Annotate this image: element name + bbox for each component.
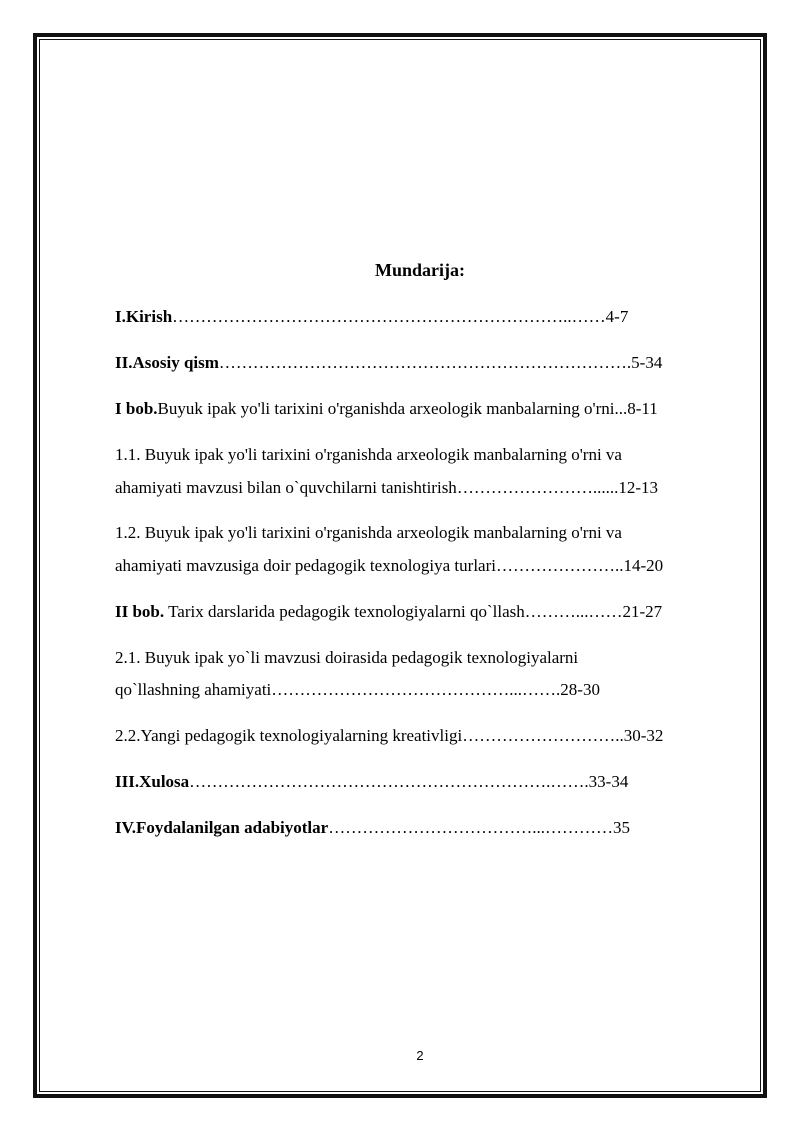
toc-pages: 4-7 [605,307,629,326]
toc-leader: ……………………………………...……. [271,680,561,699]
toc-pages: 21-27 [622,602,663,621]
toc-entry-2-1-line1[interactable]: 2.1. Buyuk ipak yo`li mavzusi doirasida pedagogik texnologiyalarni [115,648,579,667]
toc-leader: ... [614,399,628,418]
toc-pages: 12-13 [618,478,658,497]
toc-entry-text: qo`llashning ahamiyati [115,680,272,699]
toc-pages: 35 [612,818,630,837]
toc-entry-1-1[interactable] [115,478,658,498]
toc-entry-bold: III.Xulosa [115,772,190,791]
toc-title: Mundarija: [375,260,465,280]
toc-entry-1-2[interactable] [115,556,663,576]
toc-entry-text: Tarix darslarida pedagogik texnologiyalarni qo`llash [164,602,525,621]
toc-leader: ……………………………………………………….……. [189,772,589,791]
toc-pages: 33-34 [588,772,629,791]
toc-entry-1-2-line1[interactable]: 1.2. Buyuk ipak yo'li tarixini o'rganishda arxeologik manbalarning o'rni va [115,523,622,542]
toc-entry-foydalanilgan-adabiyotlar[interactable] [115,818,630,838]
toc-entry-bold: IV.Foydalanilgan adabiyotlar [115,818,329,837]
toc-leader: ………………………………...………… [328,818,613,837]
toc-entry-bold: I bob. [115,399,158,418]
toc-entry-bold: I.Kirish [115,307,173,326]
toc-pages: 14-20 [623,556,664,575]
toc-entry-2-1[interactable] [115,680,600,700]
page-number: 2 [416,1048,424,1063]
toc-entry-text: 2.2.Yangi pedagogik texnologiyalarning kreativligi [115,726,463,745]
toc-leader: ………………….. [495,556,624,575]
toc-entry-i-bob[interactable] [115,399,658,419]
toc-entry-xulosa[interactable] [115,772,628,792]
toc-entry-text: ahamiyati mavzusiga doir pedagogik texnologiya turlari [115,556,496,575]
toc-pages: 30-32 [623,726,664,745]
toc-pages: 28-30 [560,680,600,699]
toc-entry-kirish[interactable] [115,307,628,327]
toc-leader: ……………………...... [456,478,619,497]
toc-leader: ………………………………………………………………. [218,353,632,372]
toc-entry-1-1-line1[interactable]: 1.1. Buyuk ipak yo'li tarixini o'rganishda arxeologik manbalarning o'rni va [115,445,622,464]
toc-pages: 8-11 [627,399,658,418]
toc-entry-bold: II.Asosiy qism [115,353,219,372]
toc-entry-text: ahamiyati mavzusi bilan o`quvchilarni tanishtirish [115,478,457,497]
toc-pages: 5-34 [631,353,663,372]
toc-entry-ii-bob[interactable] [115,602,662,622]
toc-entry-text: Buyuk ipak yo'li tarixini o'rganishda arxeologik manbalarning o'rni [157,399,615,418]
toc-entry-bold: II bob. [115,602,165,621]
toc-entry-asosiy-qism[interactable] [115,353,662,373]
toc-leader: ………...…… [524,602,623,621]
toc-entry-2-2[interactable] [115,726,663,746]
toc-leader: ……………………………………………………………..…… [172,307,606,326]
toc-leader: ……………………….. [462,726,624,745]
